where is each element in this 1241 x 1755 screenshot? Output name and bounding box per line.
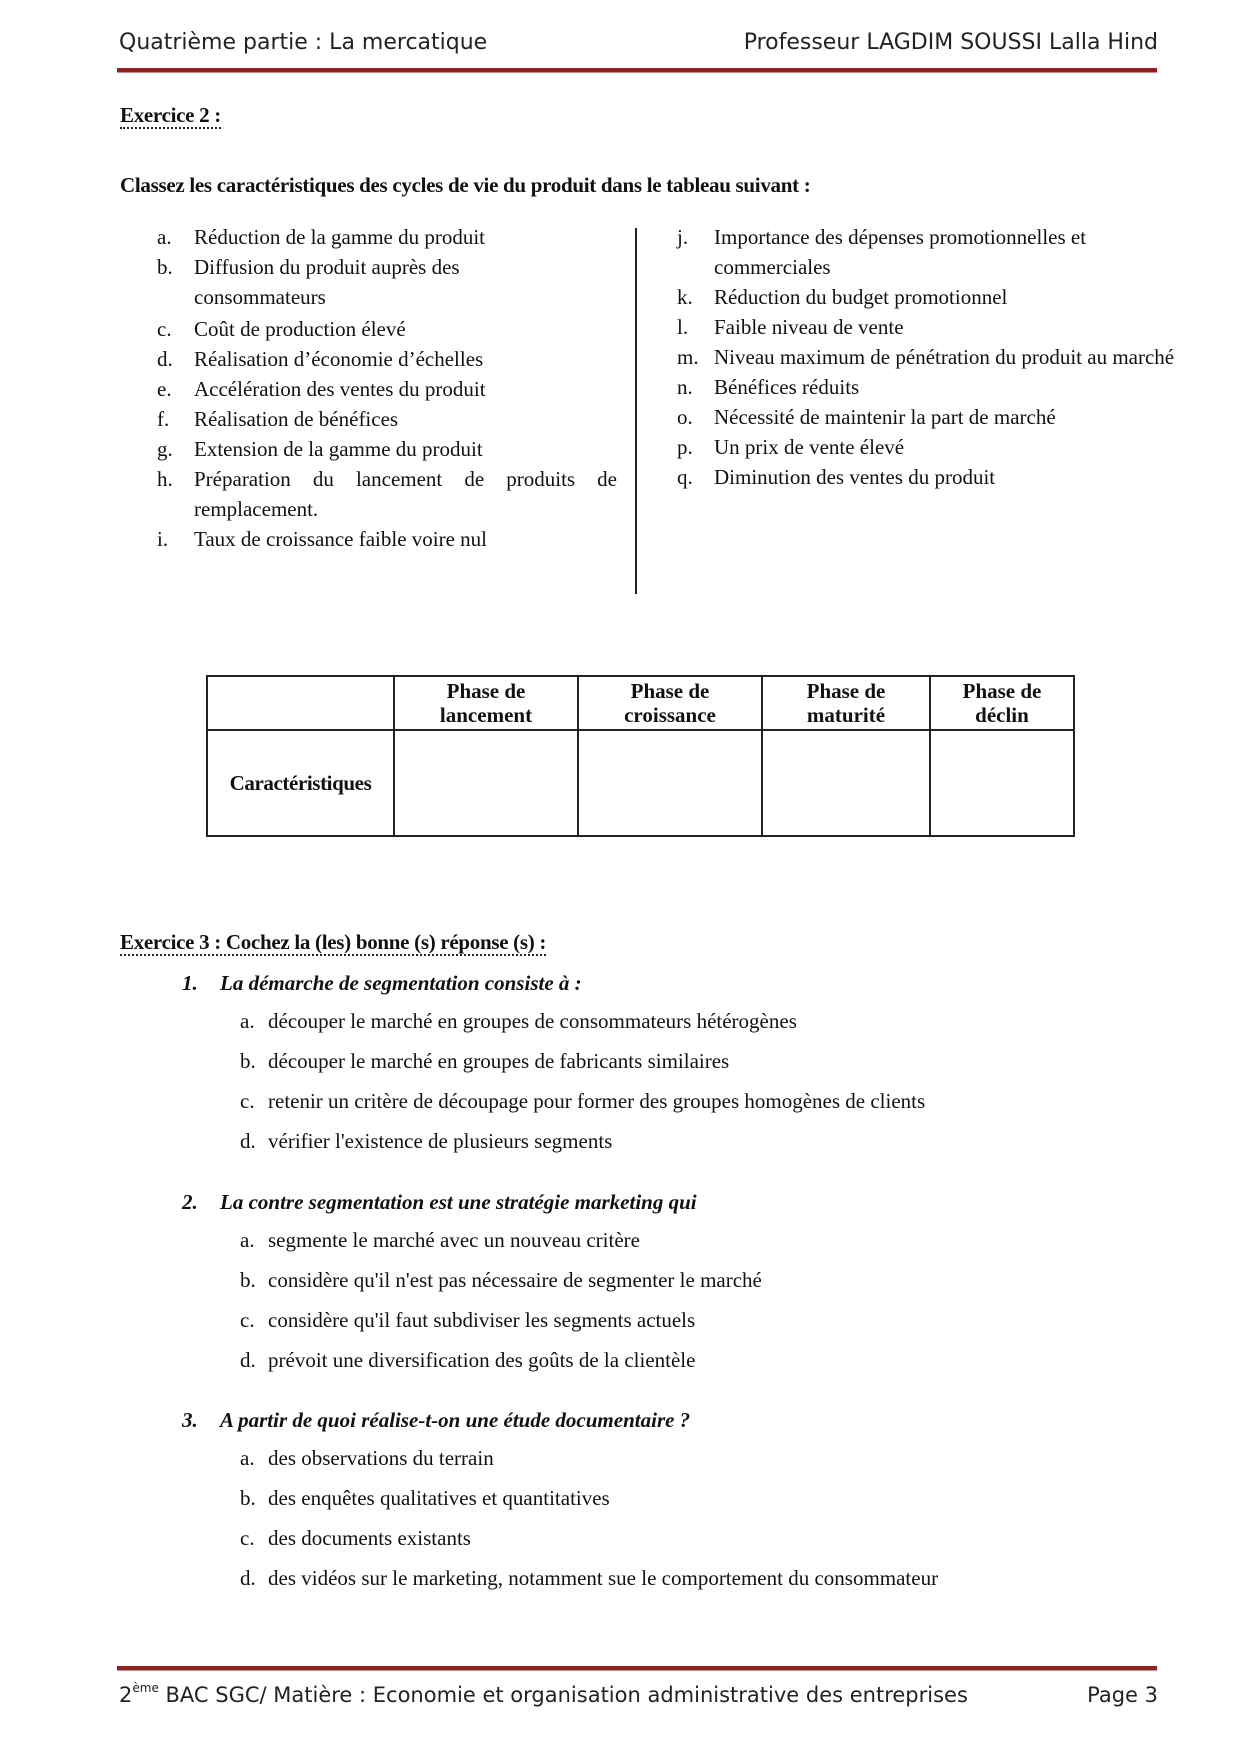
- row-label-characteristics: Caractéristiques: [207, 730, 394, 836]
- item-letter: b.: [157, 255, 173, 279]
- item-letter: p.: [677, 435, 693, 459]
- table-row: [207, 730, 1074, 836]
- footer-subject: BAC SGC/ Matière : Economie et organisation administrative des entreprises: [158, 1683, 968, 1707]
- option-text: des observations du terrain: [268, 1446, 494, 1470]
- question-text: A partir de quoi réalise-t-on une étude documentaire ?: [220, 1408, 691, 1432]
- option-text: des enquêtes qualitatives et quantitatives: [268, 1486, 610, 1510]
- option-text: vérifier l'existence de plusieurs segments: [268, 1129, 613, 1153]
- item-letter: h.: [157, 467, 173, 491]
- question-1: [182, 971, 582, 996]
- header-line: Phase de: [962, 679, 1042, 703]
- option-text: considère qu'il n'est pas nécessaire de segmenter le marché: [268, 1268, 762, 1292]
- list-item: [677, 342, 1184, 372]
- option-letter: d.: [240, 1348, 256, 1372]
- header-line: Phase de: [806, 679, 886, 703]
- answer-cell-growth[interactable]: [578, 730, 762, 836]
- item-text: Faible niveau de vente: [714, 315, 904, 339]
- question-text: La démarche de segmentation consiste à :: [220, 971, 582, 995]
- list-item: [677, 372, 1157, 402]
- item-letter: e.: [157, 377, 172, 401]
- option-a[interactable]: [240, 1220, 762, 1260]
- list-item: [157, 222, 617, 252]
- option-text: segmente le marché avec un nouveau critère: [268, 1228, 640, 1252]
- question-2: [182, 1190, 697, 1215]
- item-text: Un prix de vente élevé: [714, 435, 905, 459]
- exercise-3-title: Exercice 3 : Cochez la (les) bonne (s) réponse (s) :: [120, 930, 547, 954]
- option-text: découper le marché en groupes de consommateurs hétérogènes: [268, 1009, 797, 1033]
- header-phase-launch: [394, 676, 578, 730]
- item-letter: l.: [677, 315, 689, 339]
- answer-cell-decline[interactable]: [930, 730, 1074, 836]
- header-line: croissance: [624, 703, 716, 727]
- item-text: Taux de croissance faible voire nul: [194, 527, 487, 551]
- answer-cell-maturity[interactable]: [762, 730, 930, 836]
- option-a[interactable]: [240, 1001, 925, 1041]
- header-phase-decline: [930, 676, 1074, 730]
- list-item: [677, 312, 1157, 342]
- option-b[interactable]: [240, 1478, 938, 1518]
- item-text: Préparation du lancement de produits de remplacement.: [194, 467, 617, 521]
- item-letter: d.: [157, 347, 173, 371]
- option-text: prévoit une diversification des goûts de la clientèle: [268, 1348, 696, 1372]
- option-c[interactable]: [240, 1518, 938, 1558]
- item-text: Nécessité de maintenir la part de marché: [714, 405, 1056, 429]
- option-letter: d.: [240, 1129, 256, 1153]
- option-letter: c.: [240, 1308, 255, 1332]
- list-item: [157, 344, 617, 374]
- header-phase-maturity: [762, 676, 930, 730]
- option-b[interactable]: [240, 1041, 925, 1081]
- option-c[interactable]: [240, 1081, 925, 1121]
- item-letter: g.: [157, 437, 173, 461]
- list-item: [677, 282, 1157, 312]
- footer-divider: [117, 1666, 1157, 1671]
- header-line: Phase de: [630, 679, 710, 703]
- option-d[interactable]: [240, 1121, 925, 1161]
- list-item: [157, 434, 617, 464]
- characteristics-list-right: [677, 222, 1175, 492]
- question-text: La contre segmentation est une stratégie marketing qui: [220, 1190, 697, 1214]
- option-b[interactable]: [240, 1260, 762, 1300]
- footer-grade-number: 2: [119, 1683, 133, 1707]
- option-letter: c.: [240, 1089, 255, 1113]
- option-c[interactable]: [240, 1300, 762, 1340]
- item-letter: o.: [677, 405, 693, 429]
- question-3-options: [240, 1438, 938, 1598]
- page-number: Page 3: [1087, 1683, 1158, 1707]
- header-line: Phase de: [446, 679, 526, 703]
- item-text: Diminution des ventes du produit: [714, 465, 996, 489]
- item-letter: c.: [157, 317, 172, 341]
- item-text: Coût de production élevé: [194, 317, 406, 341]
- footer-grade-suffix: ème: [132, 1681, 159, 1695]
- item-text: Diffusion du produit auprès des consommateurs: [194, 255, 460, 309]
- footer-course-info: [119, 1683, 968, 1707]
- question-3: [182, 1408, 690, 1433]
- header-line: lancement: [439, 703, 533, 727]
- header-teacher-name: Professeur LAGDIM SOUSSI Lalla Hind: [743, 30, 1158, 55]
- item-letter: m.: [677, 345, 699, 369]
- item-letter: j.: [677, 225, 689, 249]
- question-number: 2.: [182, 1190, 198, 1214]
- list-item: [157, 314, 617, 344]
- exercise-2-instruction: Classez les caractéristiques des cycles de vie du produit dans le tableau suivant :: [120, 173, 811, 197]
- question-1-options: [240, 1001, 925, 1161]
- list-item: [157, 524, 617, 554]
- table-corner-cell: [207, 676, 394, 730]
- option-letter: a.: [240, 1228, 255, 1252]
- table-header-row: [207, 676, 1074, 730]
- item-letter: f.: [157, 407, 170, 431]
- item-text: Niveau maximum de pénétration du produit au marché: [714, 345, 1175, 369]
- list-item: [157, 464, 617, 524]
- item-letter: k.: [677, 285, 693, 309]
- option-text: retenir un critère de découpage pour former des groupes homogènes de clients: [268, 1089, 926, 1113]
- item-text: Réalisation de bénéfices: [194, 407, 399, 431]
- item-letter: n.: [677, 375, 693, 399]
- option-text: des vidéos sur le marketing, notamment sue le comportement du consommateur: [268, 1566, 939, 1590]
- option-a[interactable]: [240, 1438, 938, 1478]
- list-item: [677, 462, 1157, 492]
- option-letter: b.: [240, 1486, 256, 1510]
- question-number: 3.: [182, 1408, 198, 1432]
- item-letter: q.: [677, 465, 693, 489]
- option-letter: d.: [240, 1566, 256, 1590]
- question-number: 1.: [182, 971, 198, 995]
- option-text: découper le marché en groupes de fabricants similaires: [268, 1049, 730, 1073]
- option-d[interactable]: [240, 1340, 762, 1380]
- list-item: [157, 404, 617, 434]
- option-letter: c.: [240, 1526, 255, 1550]
- item-letter: i.: [157, 527, 169, 551]
- item-letter: a.: [157, 225, 172, 249]
- option-text: des documents existants: [268, 1526, 471, 1550]
- option-d[interactable]: [240, 1558, 938, 1598]
- header-divider: [117, 68, 1157, 73]
- option-letter: b.: [240, 1268, 256, 1292]
- list-item: [677, 402, 1157, 432]
- option-letter: b.: [240, 1049, 256, 1073]
- item-text: Réduction du budget promotionnel: [714, 285, 1008, 309]
- header-line: maturité: [806, 703, 886, 727]
- option-letter: a.: [240, 1009, 255, 1033]
- list-item: [157, 252, 494, 312]
- option-letter: a.: [240, 1446, 255, 1470]
- list-item: [677, 222, 1134, 282]
- column-separator: [635, 228, 637, 594]
- item-text: Réalisation d’économie d’échelles: [194, 347, 484, 371]
- characteristics-list-left: [157, 222, 617, 554]
- life-cycle-table: [206, 675, 1075, 837]
- answer-cell-launch[interactable]: [394, 730, 578, 836]
- list-item: [157, 374, 617, 404]
- option-text: considère qu'il faut subdiviser les segments actuels: [268, 1308, 696, 1332]
- header-phase-growth: [578, 676, 762, 730]
- list-item: [677, 432, 1157, 462]
- exercise-2-title: Exercice 2 :: [120, 103, 221, 127]
- item-text: Importance des dépenses promotionnelles et commerciales: [714, 225, 1087, 279]
- item-text: Extension de la gamme du produit: [194, 437, 483, 461]
- header-line: déclin: [975, 703, 1029, 727]
- item-text: Bénéfices réduits: [714, 375, 860, 399]
- item-text: Réduction de la gamme du produit: [194, 225, 486, 249]
- header-part-title: Quatrième partie : La mercatique: [119, 30, 488, 55]
- question-2-options: [240, 1220, 762, 1380]
- item-text: Accélération des ventes du produit: [194, 377, 486, 401]
